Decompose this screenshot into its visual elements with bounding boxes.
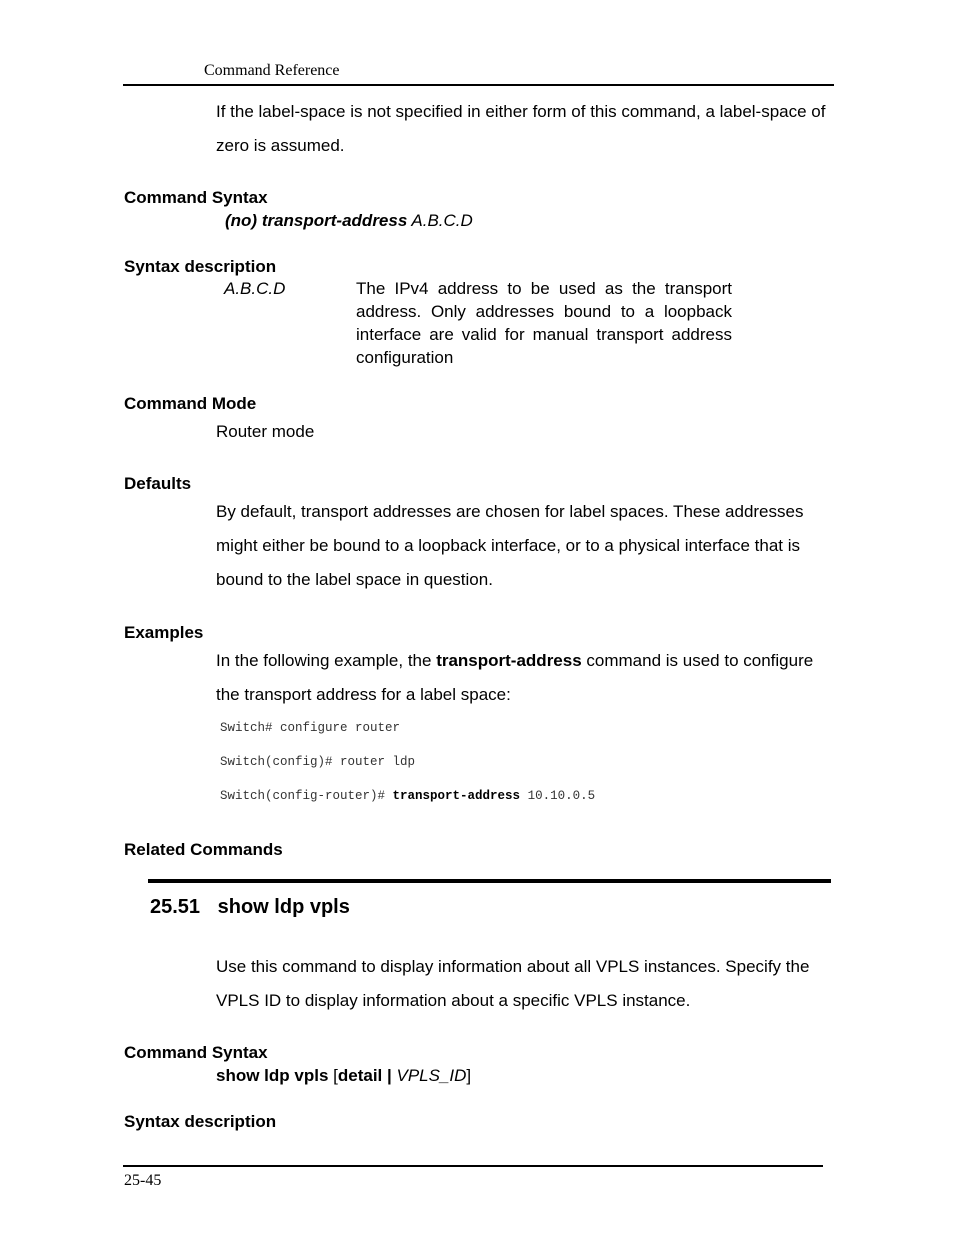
section-intro-paragraph: Use this command to display information about all VPLS instances. Specify the VPLS ID to display information about a specific VPLS instance. — [216, 957, 810, 1010]
syntax-desc-text: The IPv4 address to be used as the transport address. Only addresses bound to a loopback interface are valid for manual transport address configuration — [356, 279, 732, 367]
section-heading-command-syntax: Command Syntax — [124, 188, 268, 207]
examples-paragraph — [216, 644, 836, 712]
syntax-command: (no) transport-address — [225, 211, 408, 230]
section-number: 25.51 — [150, 896, 201, 918]
command-syntax-line — [225, 211, 473, 231]
command-mode-text: Router mode — [216, 422, 315, 441]
section-heading-examples: Examples — [124, 623, 204, 642]
intro-paragraph: If the label-space is not specified in either form of this command, a label-space of zero is assumed. — [216, 102, 826, 155]
running-header: Command Reference — [204, 62, 340, 79]
defaults-paragraph: By default, transport addresses are chosen for label spaces. These addresses might either be bound to a loopback interface, or to a physical interface that is bound to the label space in question. — [216, 502, 804, 589]
section-heading-command-syntax: Command Syntax — [124, 1043, 268, 1062]
section-title — [150, 896, 350, 919]
section-heading-syntax-description: Syntax description — [124, 257, 277, 276]
section-heading-defaults: Defaults — [124, 474, 192, 493]
section-heading-command-mode: Command Mode — [124, 394, 257, 413]
code-line: Switch# configure router — [220, 721, 401, 735]
section-heading-syntax-description: Syntax description — [124, 1112, 277, 1131]
syntax-option: detail | — [337, 1066, 392, 1085]
code-line: Switch(config)# router ldp — [220, 755, 416, 769]
page-number: 25-45 — [124, 1172, 162, 1189]
examples-text-bold: transport-address — [436, 651, 582, 670]
syntax-command: show ldp vpls — [216, 1066, 329, 1085]
syntax-desc-term: A.B.C.D — [224, 279, 286, 298]
syntax-argument: A.B.C.D — [411, 211, 473, 230]
code-line: Switch(config-router)# transport-address 10.10.0.5 — [220, 789, 596, 803]
header-rule — [123, 84, 834, 86]
syntax-argument: VPLS_ID — [396, 1066, 467, 1085]
section-heading-related-commands: Related Commands — [124, 840, 283, 859]
footer-rule — [123, 1165, 823, 1167]
examples-text-pre: In the following example, the — [216, 651, 437, 670]
code-command-bold: transport-address — [392, 789, 521, 803]
examples-text-post: command is used to configure the transport address for a label space: — [216, 651, 814, 704]
section-name: show ldp vpls — [217, 896, 350, 918]
section-rule — [148, 879, 831, 883]
command-syntax-line: show ldp vpls [detail | VPLS_ID] — [216, 1066, 472, 1085]
